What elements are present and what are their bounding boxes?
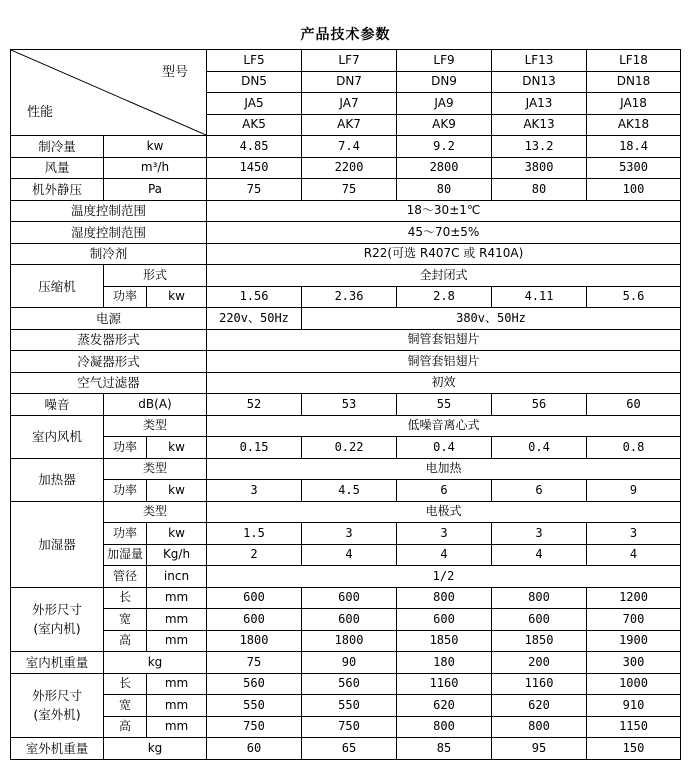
value-cell: 5.6 [587, 286, 681, 308]
value-cell: 1850 [397, 630, 492, 652]
value-cell: 85 [397, 738, 492, 760]
row-label: 机外静压 [11, 179, 104, 201]
model-cell: LF18 [587, 50, 681, 72]
value-cell: 4 [587, 544, 681, 566]
value-cell: 3 [587, 523, 681, 545]
row-refrigerant [11, 243, 681, 265]
value-cell: 1150 [587, 716, 681, 738]
value-cell: 1000 [587, 673, 681, 695]
value-cell: 0.8 [587, 437, 681, 459]
unit-cell: mm [147, 630, 207, 652]
sub-label: 宽 [104, 609, 147, 631]
value-cell: 65 [302, 738, 397, 760]
row-label: 制冷量 [11, 136, 104, 158]
value-cell: 1450 [207, 157, 302, 179]
merged-value-cell: 铜管套铝翅片 [207, 329, 681, 351]
sub-label: 长 [104, 587, 147, 609]
unit-cell: mm [147, 673, 207, 695]
merged-value-cell: 铜管套铝翅片 [207, 351, 681, 373]
row-label: 室内机重量 [11, 652, 104, 674]
unit-cell: mm [147, 716, 207, 738]
value-cell: 60 [587, 394, 681, 416]
value-cell: 800 [397, 587, 492, 609]
model-cell: AK9 [397, 114, 492, 136]
sub-label: 管径 [104, 566, 147, 588]
row-indoor_dims-2 [11, 630, 681, 652]
header-row [11, 50, 681, 72]
value-cell: 6 [492, 480, 587, 502]
unit-cell: kw [147, 523, 207, 545]
value-cell: 4 [397, 544, 492, 566]
row-label-line1: 外形尺寸 [31, 602, 82, 618]
value-cell: 300 [587, 652, 681, 674]
diagonal-line [11, 50, 206, 135]
value-cell: 1900 [587, 630, 681, 652]
row-indoor_fan-power [11, 437, 681, 459]
model-cell: LF9 [397, 50, 492, 72]
row-humidity_range [11, 222, 681, 244]
value-cell: 2 [207, 544, 302, 566]
model-cell: DN9 [397, 71, 492, 93]
value-cell: 1160 [397, 673, 492, 695]
value-cell: 800 [397, 716, 492, 738]
unit-cell: kw [147, 480, 207, 502]
model-cell: JA7 [302, 93, 397, 115]
row-label: 室外机重量 [11, 738, 104, 760]
model-cell: AK7 [302, 114, 397, 136]
merged-value-cell: 电极式 [207, 501, 681, 523]
value-cell: 600 [492, 609, 587, 631]
model-cell: DN13 [492, 71, 587, 93]
sub-label: 功率 [104, 286, 147, 308]
row-label: 电源 [11, 308, 207, 330]
model-cell: DN5 [207, 71, 302, 93]
value-cell: 75 [207, 652, 302, 674]
unit-cell: kg [104, 652, 207, 674]
value-cell: 80 [397, 179, 492, 201]
unit-cell: mm [147, 587, 207, 609]
value-cell: 750 [207, 716, 302, 738]
row-label: 加热器 [11, 458, 104, 501]
value-cell: 2800 [397, 157, 492, 179]
value-cell: 1800 [207, 630, 302, 652]
value-cell: 2.36 [302, 286, 397, 308]
sub-label: 类型 [104, 501, 207, 523]
row-airflow [11, 157, 681, 179]
model-cell: JA5 [207, 93, 302, 115]
value-cell: 1200 [587, 587, 681, 609]
value-cell: 3 [207, 480, 302, 502]
merged-value-cell: 全封闭式 [207, 265, 681, 287]
row-condenser [11, 351, 681, 373]
merged-value-cell: 18～30±1℃ [207, 200, 681, 222]
row-outdoor_dims-1 [11, 695, 681, 717]
value-cell: 1160 [492, 673, 587, 695]
sub-label: 形式 [104, 265, 207, 287]
row-evaporator [11, 329, 681, 351]
header-model-label: 型号 [162, 65, 189, 80]
value-cell: 80 [492, 179, 587, 201]
value-cell: 560 [207, 673, 302, 695]
value-cell: 1.56 [207, 286, 302, 308]
value-cell: 75 [302, 179, 397, 201]
merged-value-cell: 初效 [207, 372, 681, 394]
value-cell: 550 [207, 695, 302, 717]
row-label: 室内风机 [11, 415, 104, 458]
model-cell: LF13 [492, 50, 587, 72]
model-cell: JA9 [397, 93, 492, 115]
value-cell: 100 [587, 179, 681, 201]
model-cell: DN7 [302, 71, 397, 93]
value-cell: 0.4 [492, 437, 587, 459]
row-label: 温度控制范围 [11, 200, 207, 222]
value-cell: 3 [302, 523, 397, 545]
row-label: 蒸发器形式 [11, 329, 207, 351]
row-label [11, 673, 104, 738]
value-cell: 200 [492, 652, 587, 674]
page-title: 产品技术参数 [300, 27, 391, 43]
row-label: 空气过滤器 [11, 372, 207, 394]
model-cell: JA18 [587, 93, 681, 115]
value-cell: 4.11 [492, 286, 587, 308]
value-cell: 53 [302, 394, 397, 416]
spec-table [10, 49, 681, 760]
row-label-line2: (室内机) [33, 621, 81, 637]
row-indoor_fan-type [11, 415, 681, 437]
value-cell: 9 [587, 480, 681, 502]
row-label: 加湿器 [11, 501, 104, 587]
model-cell: AK13 [492, 114, 587, 136]
value-cell: 150 [587, 738, 681, 760]
row-compressor-type [11, 265, 681, 287]
value-cell: 180 [397, 652, 492, 674]
row-humidifier-type [11, 501, 681, 523]
value-cell: 7.4 [302, 136, 397, 158]
value-cell: 4 [492, 544, 587, 566]
sub-label: 类型 [104, 415, 207, 437]
value-cell: 620 [492, 695, 587, 717]
model-cell: LF5 [207, 50, 302, 72]
value-cell: 13.2 [492, 136, 587, 158]
value-cell: 2.8 [397, 286, 492, 308]
value-cell: 0.22 [302, 437, 397, 459]
model-cell: LF7 [302, 50, 397, 72]
value-cell: 700 [587, 609, 681, 631]
value-cell: 3800 [492, 157, 587, 179]
value-cell: 4.85 [207, 136, 302, 158]
value-cell: 3 [397, 523, 492, 545]
merged-value-cell: 380v、50Hz [302, 308, 681, 330]
merged-value-cell: 低噪音离心式 [207, 415, 681, 437]
row-label: 噪音 [11, 394, 104, 416]
row-label: 冷凝器形式 [11, 351, 207, 373]
row-noise [11, 394, 681, 416]
value-cell: 55 [397, 394, 492, 416]
unit-cell: kw [147, 286, 207, 308]
value-cell: 60 [207, 738, 302, 760]
model-cell: DN18 [587, 71, 681, 93]
row-label-line2: (室外机) [33, 707, 81, 723]
row-label: 湿度控制范围 [11, 222, 207, 244]
value-cell: 560 [302, 673, 397, 695]
value-cell: 800 [492, 716, 587, 738]
value-cell: 52 [207, 394, 302, 416]
row-indoor_weight [11, 652, 681, 674]
value-cell: 600 [302, 587, 397, 609]
value-cell: 4 [302, 544, 397, 566]
value-cell: 1.5 [207, 523, 302, 545]
row-outdoor_dims-0 [11, 673, 681, 695]
row-humidifier-power [11, 523, 681, 545]
merged-value-cell: 1/2 [207, 566, 681, 588]
unit-cell: incn [147, 566, 207, 588]
value-cell: 90 [302, 652, 397, 674]
unit-cell: mm [147, 609, 207, 631]
row-temp_range [11, 200, 681, 222]
row-static_pressure [11, 179, 681, 201]
row-air_filter [11, 372, 681, 394]
row-label: 压缩机 [11, 265, 104, 308]
row-indoor_dims-0 [11, 587, 681, 609]
unit-cell: Kg/h [147, 544, 207, 566]
value-cell: 600 [397, 609, 492, 631]
value-cell: 56 [492, 394, 587, 416]
value-cell: 800 [492, 587, 587, 609]
value-cell: 600 [207, 587, 302, 609]
value-cell: 0.4 [397, 437, 492, 459]
row-compressor-power [11, 286, 681, 308]
row-outdoor_dims-2 [11, 716, 681, 738]
merged-value-cell: 电加热 [207, 458, 681, 480]
value-cell: 1800 [302, 630, 397, 652]
unit-cell: kg [104, 738, 207, 760]
sub-label: 宽 [104, 695, 147, 717]
value-cell: 5300 [587, 157, 681, 179]
spec-table-body [11, 50, 681, 760]
sub-label: 功率 [104, 480, 147, 502]
value-cell: 750 [302, 716, 397, 738]
sub-label: 加湿量 [104, 544, 147, 566]
sub-label: 类型 [104, 458, 207, 480]
unit-cell: Pa [104, 179, 207, 201]
value-cell: 18.4 [587, 136, 681, 158]
unit-cell: dB(A) [104, 394, 207, 416]
sub-label: 长 [104, 673, 147, 695]
value-cell: 220v、50Hz [207, 308, 302, 330]
row-indoor_dims-1 [11, 609, 681, 631]
merged-value-cell: R22(可选 R407C 或 R410A) [207, 243, 681, 265]
unit-cell: mm [147, 695, 207, 717]
row-label: 风量 [11, 157, 104, 179]
model-cell: AK5 [207, 114, 302, 136]
value-cell: 600 [207, 609, 302, 631]
value-cell: 9.2 [397, 136, 492, 158]
row-label [11, 587, 104, 652]
row-power-supply [11, 308, 681, 330]
unit-cell: kw [104, 136, 207, 158]
merged-value-cell: 45～70±5% [207, 222, 681, 244]
row-heater-power [11, 480, 681, 502]
sub-label: 高 [104, 630, 147, 652]
value-cell: 1850 [492, 630, 587, 652]
value-cell: 95 [492, 738, 587, 760]
model-cell: JA13 [492, 93, 587, 115]
value-cell: 620 [397, 695, 492, 717]
unit-cell: kw [147, 437, 207, 459]
row-outdoor_weight [11, 738, 681, 760]
row-humidifier-rate [11, 544, 681, 566]
row-cooling [11, 136, 681, 158]
unit-cell: m³/h [104, 157, 207, 179]
value-cell: 0.15 [207, 437, 302, 459]
sub-label: 高 [104, 716, 147, 738]
value-cell: 3 [492, 523, 587, 545]
model-cell: AK18 [587, 114, 681, 136]
header-corner-cell [11, 50, 207, 136]
value-cell: 910 [587, 695, 681, 717]
value-cell: 6 [397, 480, 492, 502]
row-heater-type [11, 458, 681, 480]
header-perf-label: 性能 [27, 105, 54, 120]
value-cell: 75 [207, 179, 302, 201]
row-label: 制冷剂 [11, 243, 207, 265]
value-cell: 4.5 [302, 480, 397, 502]
value-cell: 550 [302, 695, 397, 717]
value-cell: 2200 [302, 157, 397, 179]
row-label-line1: 外形尺寸 [31, 688, 82, 704]
sub-label: 功率 [104, 523, 147, 545]
value-cell: 600 [302, 609, 397, 631]
row-humidifier-pipe [11, 566, 681, 588]
sub-label: 功率 [104, 437, 147, 459]
